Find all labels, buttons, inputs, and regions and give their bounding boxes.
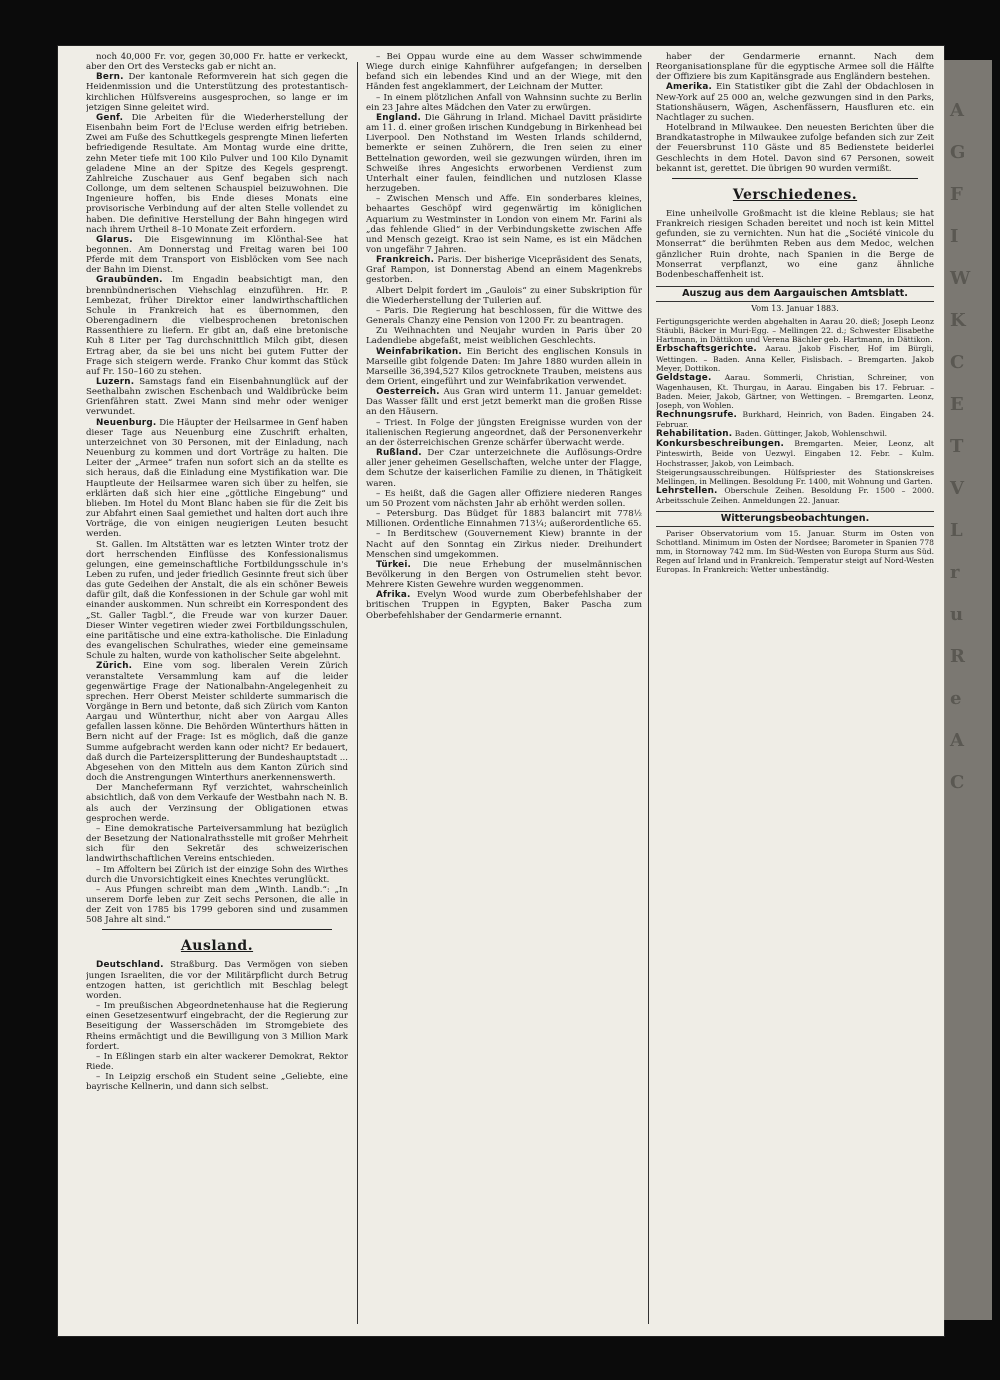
dateline-keyword: Neuenburg. bbox=[96, 417, 157, 428]
newspaper-page bbox=[58, 46, 944, 1336]
dateline-keyword: Rußland. bbox=[376, 448, 422, 459]
dateline-keyword: Amerika. bbox=[666, 82, 713, 93]
dateline-keyword: Lehrstellen. bbox=[656, 485, 718, 496]
section-divider bbox=[102, 929, 332, 930]
listing-entry: Lehrstellen. Oberschule Zeihen. Besoldung Fr. 1500 – 2000. Arbeitsschule Zeihen. Anmeldungen 22. Januar. bbox=[656, 485, 934, 505]
section-heading-amtsblatt: Auszug aus dem Aargauischen Amtsblatt. bbox=[656, 286, 934, 302]
column-3 bbox=[656, 52, 934, 1332]
article-paragraph: St. Gallen. Im Altstätten war es letzten Winter trotz der dort herrschenden Einflüsse des Konfessionalismus gelungen, eine gemeinschaftliche Fortbildungsschule in's Leben zu rufen, und jeder friedlich Gesinnte freut sich über das gute Gedeihen der Anstalt, die als ein schöner Beweis dafür gilt, daß die Konfessionen in der Schule gar wohl mit einander auskommen. Nun schreibt ein Korrespondent des „St. Galler Tagbl.“, die Freude war von kurzer Dauer. Dieser Winter vegetiren wieder zwei Fortbildungsschulen, eine paritätische und eine extra-katholische. Die Einladung des evangelischen Schulrathes, wieder eine gemeinsame Schule zu halten, wurde von katholischer Seite abgelehnt. bbox=[86, 539, 348, 662]
article-paragraph: – Im preußischen Abgeordnetenhause hat die Regierung einen Gesetzesentwurf eingebracht, der die Regierung zur Beseitigung der Wasserschäden im Stromgebiete des Rheins ermächtigt und die Bewilligung von 3 Million Mark fordert. bbox=[86, 1001, 348, 1052]
dateline-keyword: Rechnungsrufe. bbox=[656, 410, 738, 421]
dateline-keyword: Erbschaftsgerichte. bbox=[656, 344, 757, 355]
article-paragraph: Afrika. Evelyn Wood wurde zum Oberbefehlshaber der britischen Truppen in Egypten, Baker Pascha zum Oberbefehlshaber der Gendarmerie ernannt. bbox=[366, 590, 642, 621]
dateline-keyword: Rehabilitation. bbox=[656, 429, 733, 440]
amtsblatt-date: Vom 13. Januar 1883. bbox=[751, 303, 839, 313]
dateline-keyword: Konkursbeschreibungen. bbox=[656, 439, 785, 450]
column-rule bbox=[357, 62, 358, 1324]
listing-entry: Steigerungsausschreibungen. Hülfspriester des Stationskreises Mellingen, in Mellingen. Besoldung Fr. 1400, mit Wohnung und Garten. bbox=[656, 467, 934, 486]
article-paragraph: Zu Weihnachten und Neujahr wurden in Paris über 20 Ladendiebe abgefaßt, meist weiblichen Geschlechts. bbox=[366, 326, 642, 347]
article-paragraph: – In Leipzig erschoß ein Student seine „Geliebte, eine bayrische Kellnerin, und dann sich selbst. bbox=[86, 1072, 348, 1093]
amtsblatt-listing bbox=[656, 317, 934, 505]
section-heading-witterung: Witterungsbeobachtungen. bbox=[656, 511, 934, 527]
adjacent-page-glyph: V bbox=[950, 478, 964, 499]
dateline-keyword: Türkei. bbox=[376, 559, 412, 570]
article-paragraph: – Aus Pfungen schreibt man dem „Winth. Landb.“: „In unserem Dorfe leben zur Zeit sechs Personen, die alle in der Zeit von 1785 bis 1799 geboren sind und zusammen 508 Jahre alt sind.“ bbox=[86, 884, 348, 926]
article-paragraph: England. Die Gährung in Irland. Michael Davitt präsidirte am 11. d. einer großen irischen Kundgebung in Birkenhead bei Liverpool. Den Nothstand im Westen Irlands schildernd, bemerkte er seinen Zuhörern, die Iren seien zu einer Bettelnation geworden, weil sie gezwungen würden, ihren im Schweiße ihres Angesichts erworbenen Verdienst zum Unterhalt einer faulen, feindlichen und nutzlosen Klasse herzugeben. bbox=[366, 112, 642, 195]
dateline-keyword: Weinfabrikation. bbox=[376, 346, 462, 357]
article-paragraph: – Es heißt, daß die Gagen aller Offiziere niederen Ranges um 50 Prozent vom nächsten Jahr ab erhöht werden sollen. bbox=[366, 488, 642, 509]
article-paragraph: – Triest. In Folge der jüngsten Ereignisse wurden von der italienischen Regierung angeordnet, daß der Personenverkehr an der österreichischen Grenze schärfer überwacht werde. bbox=[366, 417, 642, 448]
article-paragraph: – In einem plötzlichen Anfall von Wahnsinn suchte zu Berlin ein 23 Jahre altes Mädchen den Vater zu erwürgen. bbox=[366, 92, 642, 113]
adjacent-page-glyph: R bbox=[950, 646, 965, 667]
article-paragraph: Albert Delpit fordert im „Gaulois“ zu einer Subskription für die Wiederherstellung der Tuilerien auf. bbox=[366, 285, 642, 306]
adjacent-page-glyph: C bbox=[950, 772, 965, 793]
section-heading-verschiedenes: Verschiedenes. bbox=[732, 186, 858, 203]
dateline-keyword: Bern. bbox=[96, 72, 124, 83]
article-paragraph: Türkei. Die neue Erhebung der muselmännischen Bevölkerung in den Bergen von Ostrumelien steht bevor. Mehrere Kisten Gewehre wurden weggenommen. bbox=[366, 559, 642, 591]
article-paragraph: – Eine demokratische Parteiversammlung hat bezüglich der Besetzung der Nationalrathsstelle mit großer Mehrheit sich für den Sekretär des schweizerischen landwirthschaftlichen Vereins entschieden. bbox=[86, 823, 348, 865]
adjacent-page-glyph: F bbox=[950, 184, 963, 205]
section-heading-ausland: Ausland. bbox=[180, 938, 254, 955]
listing-entry: Fertigungsgerichte werden abgehalten in Aarau 20. dieß; Joseph Leonz Stäubli, Bäcker in Muri-Egg. – Mellingen 22. d.; Schwester Elisabethe Hartmann, in Dättikon und Verena Bächler geb. Hartmann, in Dättikon. bbox=[656, 317, 934, 345]
article-paragraph: Amerika. Ein Statistiker gibt die Zahl der Obdachlosen in New-York auf 25 000 an, welche gezwungen sind in den Parks, Stationshäusern, Wägen, Aschenfässern, Hausfluren etc. ein Nachtlager zu suchen. bbox=[656, 82, 934, 123]
listing-entry: Konkursbeschreibungen. Bremgarten. Meier, Leonz, alt Pinteswirth, Beide von Uezwyl. Eingaben 12. Febr. – Kulm. Hochstrasser, Jakob, von Leimbach. bbox=[656, 439, 934, 468]
dateline-keyword: Oesterreich. bbox=[376, 387, 440, 398]
dateline-keyword: Zürich. bbox=[96, 661, 133, 672]
article-paragraph: Neuenburg. Die Häupter der Heilsarmee in Genf haben dieser Tage aus Neuenburg eine Zuschrift erhalten, unterzeichnet von 30 Personen, mit der Einladung, nach Neuenburg zu kommen und dort Vorträge zu halten. Die Leiter der „Armee“ trafen nun sofort sich an da stellte es sich heraus, daß die Einladung eine Mystifikation war. Die Hauptleute der Heilsarmee waren sich über zu helfen, sie erklärten daß sich hier eine „göttliche Eingebung“ und blieben. Im Hotel du Mont Blanc haben sie für die Zeit bis zur Abfahrt einen Saal gemiethet und halten dort auch ihre Vorträge, die von einigen neugierigen Leuten besucht werden. bbox=[86, 417, 348, 540]
adjacent-page-glyph: E bbox=[950, 394, 964, 415]
article-paragraph: – Paris. Die Regierung hat beschlossen, für die Wittwe des Generals Chanzy eine Pension von 1200 Fr. zu beantragen. bbox=[366, 305, 642, 327]
article-paragraph: noch 40,000 Fr. vor, gegen 30,000 Fr. hatte er verkeckt, aber den Ort des Verstecks gab er nicht an. bbox=[86, 52, 348, 73]
article-paragraph: – Petersburg. Das Büdget für 1883 balancirt mit 778½ Millionen. Ordentliche Einnahmen 713¼; außerordentliche 65. bbox=[366, 509, 642, 530]
section-divider bbox=[672, 178, 918, 179]
column-rule bbox=[648, 62, 649, 1324]
dateline-keyword: Deutschland. bbox=[96, 960, 164, 971]
dateline-keyword: Geldstage. bbox=[656, 372, 712, 383]
article-paragraph: Luzern. Samstags fand ein Eisenbahnunglück auf der Seethalbahn zwischen Eschenbach und Waldibrücke beim Grienfähren statt. Zwei Mann sind mehr oder weniger verwundet. bbox=[86, 377, 348, 418]
dateline-keyword: England. bbox=[376, 112, 422, 123]
weather-report: Pariser Observatorium vom 15. Januar. Sturm im Osten von Schottland. Minimum im Osten der Nordsee; Barometer in Spanien 778 mm, in Stornoway 742 mm. Im Süd-Westen von Europa Sturm aus Süd. Regen auf Irland und in Frankreich. Temperatur steigt auf Nord-Westen Europas. In Frankreich: Wetter unbeständig. bbox=[656, 529, 934, 575]
column-2 bbox=[366, 52, 642, 1332]
adjacent-page-glyph: W bbox=[950, 268, 971, 289]
article-paragraph: Bern. Der kantonale Reformverein hat sich gegen die Heidenmission und die Unterstützung des protestantisch-kirchlichen Hülfsvereins ausgesprochen, so lange er im jetzigen Sinne geleitet wird. bbox=[86, 72, 348, 113]
article-paragraph: Der Manchefermann Ryf verzichtet, wahrscheinlich absichtlich, daß von dem Verkaufe der Westbahn nach N. B. als auch der Verzinsung der Obligationen etwas gesprochen werde. bbox=[86, 783, 348, 824]
article-paragraph: – In Eßlingen starb ein alter wackerer Demokrat, Rektor Riede. bbox=[86, 1051, 348, 1072]
article-paragraph: – Zwischen Mensch und Affe. Ein sonderbares kleines, behaartes Geschöpf wird gegenwärtig im königlichen Aquarium zu Westminster in London von einem Mr. Farini als „das fehlende Glied“ in der Verbindungskette zwischen Affe und Mensch gezeigt. Krao ist sein Name, es ist ein Mädchen von ungefähr 7 Jahren. bbox=[366, 194, 642, 255]
adjacent-page-glyph: e bbox=[950, 688, 962, 709]
article-paragraph: Rußland. Der Czar unterzeichnete die Auflösungs-Ordre aller jener geheimen Gesellschaften, welche unter der Flagge, dem Schutze der kaiserlichen Familie zu dienen, in Thätigkeit waren. bbox=[366, 448, 642, 489]
adjacent-page-glyph: T bbox=[950, 436, 964, 457]
listing-entry: Rechnungsrufe. Burkhard, Heinrich, von Baden. Eingaben 24. Februar. bbox=[656, 410, 934, 430]
dateline-keyword: Graubünden. bbox=[96, 275, 163, 286]
article-paragraph: Hotelbrand in Milwaukee. Den neuesten Berichten über die Brandkatastrophe in Milwaukee zufolge befanden sich zur Zeit der Feuersbrunst 110 Gäste und 85 Bedienstete beiderlei Geschlechts in dem Hotel. Davon sind 67 Personen, soweit bekannt ist, gerettet. Die übrigen 90 wurden vermißt. bbox=[656, 123, 934, 174]
article-paragraph: Eine unheilvolle Großmacht ist die kleine Reblaus; sie hat Frankreich riesigen Schaden bereitet und noch ist kein Mittel gefunden, sie zu vernichten. Nun hat die „Société vinicole du Monserrat“ die berühmten Reben aus dem Medoc, welchen gänzlicher Ruin drohte, nach Spanien in die Berge de Monserrat verpflanzt, wo eine ganz ähnliche Bodenbeschaffenheit ist. bbox=[656, 208, 934, 280]
article-paragraph: Zürich. Eine vom sog. liberalen Verein Zürich veranstaltete Versammlung kam auf die leider gegenwärtige Frage der Nationalbahn-Angelegenheit zu sprechen. Herr Oberst Meister schilderte summarisch die Vorgänge in Bern und betonte, daß sich Zürich vom Kanton Aargau und Wünterthur, nicht aber von Aargau Alles gefallen lassen könne. Die Behörden Wünterthurs hätten in Bern nicht auf der Frage: Ist es möglich, daß die ganze Summe aufgebracht werden kann oder nicht? Er bedauert, daß durch die Parteizersplitterung der Bundeshauptstadt ... Abgesehen von den Mitteln aus dem Kanton Zürich sind doch die Anstrengungen Winterthurs anerkennenswerth. bbox=[86, 661, 348, 784]
article-paragraph: Weinfabrikation. Ein Bericht des englischen Konsuls in Marseille gibt folgende Daten: Im Jahre 1880 wurden allein in Marseille 36,394,527 Kilos getrocknete Trauben, meistens aus dem Orient, eingeführt und zur Weinfabrikation verwendet. bbox=[366, 346, 642, 387]
dateline-keyword: Glarus. bbox=[96, 234, 133, 245]
adjacent-page-glyph: C bbox=[950, 352, 965, 373]
adjacent-page-glyph: A bbox=[950, 730, 964, 751]
dateline-keyword: Afrika. bbox=[376, 590, 411, 601]
article-paragraph: Graubünden. Im Engadin beabsichtigt man, den brennbündnerischen Viehschlag einzuführen. Hr. P. Lembezat, früher Direktor einer landwirthschaftlichen Schule in Frankreich hat es übernommen, den Oberengadinern die vielbesprochenen bretonischen Rassenthiere zu liefern. Er gibt an, daß eine bretonische Kuh 8 Liter per Tag durchschnittlich Milch gibt, diesen Ertrag aber, da sie bei uns nicht bei gutem Futter der Frage sich steigern werde. Franko Chur kommt das Stück auf Fr. 150–160 zu stehen. bbox=[86, 275, 348, 377]
adjacent-page-glyph: I bbox=[950, 226, 959, 247]
article-paragraph: Glarus. Die Eisgewinnung im Klönthal-See hat begonnen. Am Donnerstag und Freitag waren bei 100 Pferde mit dem Transport von Eisblöcken vom See nach der Bahn im Dienst. bbox=[86, 234, 348, 276]
article-paragraph: haber der Gendarmerie ernannt. Nach dem Reorganisationsplane für die egyptische Armee soll die Hälfte der Offiziere bis zum Kapitänsgrade aus Engländern bestehen. bbox=[656, 52, 934, 83]
article-paragraph: Frankreich. Paris. Der bisherige Vicepräsident des Senats, Graf Rampon, ist Donnerstag Abend an einem Magenkrebs gestorben. bbox=[366, 255, 642, 286]
adjacent-page-glyph: u bbox=[950, 604, 964, 625]
dateline-keyword: Luzern. bbox=[96, 377, 135, 387]
article-paragraph: Oesterreich. Aus Gran wird unterm 11. Januar gemeldet: Das Wasser fällt und erst jetzt bemerkt man die großen Risse an den Häusern. bbox=[366, 387, 642, 418]
adjacent-page-glyphs bbox=[944, 60, 1000, 1340]
listing-entry: Erbschaftsgerichte. Aarau. Jakob Fischer, Hof im Bürgli, Wettingen. – Baden. Anna Keller, Fislisbach. – Bremgarten. Jakob Meyer, Dottikon. bbox=[656, 344, 934, 373]
article-paragraph: – Bei Oppau wurde eine au dem Wasser schwimmende Wiege durch einige Kahnführer aufgefangen; in derselben befand sich ein lebendes Kind und an der Wiege, mit den Händen fest angeklammert, der Leichnam der Mutter. bbox=[366, 52, 642, 93]
listing-entry: Rehabilitation. Baden. Güttinger, Jakob, Wohlenschwil. bbox=[656, 429, 888, 440]
adjacent-page-glyph: A bbox=[950, 100, 964, 121]
listing-entry: Geldstage. Aarau. Sommerli, Christian, Schreiner, von Wagenhausen, Kt. Thurgau, in Aarau. Eingaben bis 17. Februar. – Baden. Meier, Jakob, Gärtner, von Wettingen. – Bremgarten. Leonz, Joseph, von Wohlen. bbox=[656, 372, 934, 410]
article-paragraph: – Im Affoltern bei Zürich ist der einzige Sohn des Wirthes durch die Unvorsichtigkeit eines Knechtes verunglückt. bbox=[86, 864, 348, 885]
column-1 bbox=[86, 52, 348, 1332]
adjacent-page-glyph: L bbox=[950, 520, 963, 541]
dateline-keyword: Frankreich. bbox=[376, 255, 435, 266]
adjacent-page-glyph: r bbox=[950, 562, 960, 583]
article-paragraph: Genf. Die Arbeiten für die Wiederherstellung der Eisenbahn beim Fort de l'Ecluse werden eifrig betrieben. Zwei am Fuße des Schuttkegels gesprengte Minen lieferten befriedigende Resultate. Am Montag wurde eine dritte, zehn Meter tiefe mit 100 Kilo Pulver und 100 Kilo Dynamit geladene Mine an der Spitze des Kegels gesprengt. Zahlreiche Zuschauer aus Genf begaben sich nach Collonge, um dem seltenen Schauspiel beizuwohnen. Die Ingenieure hoffen, bis Ende dieses Monats eine provisorische Verbindung auf der alten Stelle vollendet zu haben. Die definitive Herstellung der Bahn hingegen wird nach ihrem Urtheil 8–10 Monate Zeit erfordern. bbox=[86, 112, 348, 235]
adjacent-page-glyph: G bbox=[950, 142, 966, 163]
adjacent-page-glyph: K bbox=[950, 310, 966, 331]
article-paragraph: – In Berditschew (Gouvernement Kiew) brannte in der Nacht auf den Sonntag ein Zirkus nieder. Dreihundert Menschen sind umgekommen. bbox=[366, 529, 642, 560]
dateline-keyword: Genf. bbox=[96, 112, 124, 123]
article-paragraph: Deutschland. Straßburg. Das Vermögen von sieben jungen Israeliten, die vor der Militärpflicht durch Betrug entzogen hatten, ist gerichtlich mit Beschlag belegt worden. bbox=[86, 960, 348, 1001]
